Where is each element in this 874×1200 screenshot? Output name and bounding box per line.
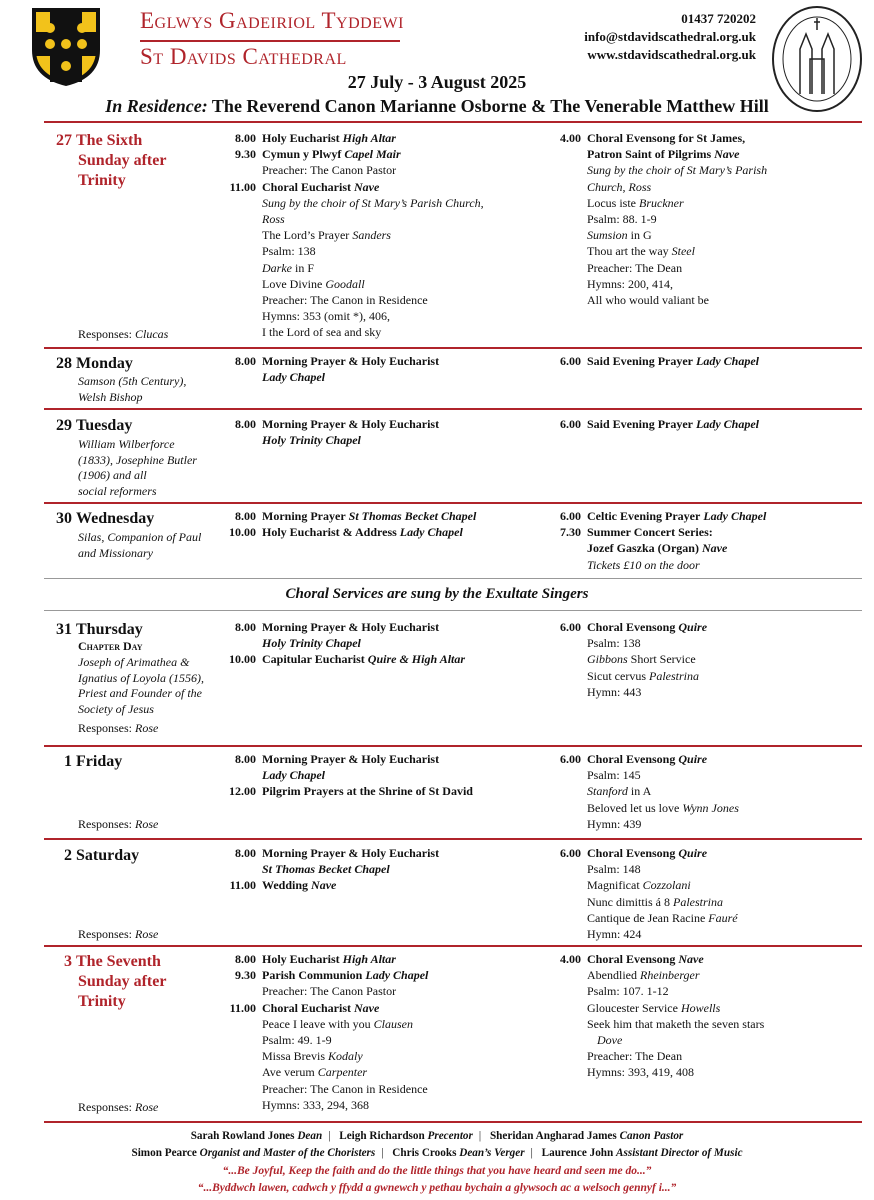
divider <box>44 610 862 611</box>
staff-line-1: Sarah Rowland Jones Dean | Leigh Richardson Precentor | Sheridan Angharad James Canon Pastor <box>190 1130 684 1142</box>
title-divider <box>140 40 400 42</box>
day-31-morning: 8.00 Morning Prayer & Holy Eucharist Holy Trinity Chapel 10.00 Capitular Eucharist Quire & High Altar <box>229 620 466 667</box>
responses-1: Responses: Rose <box>78 817 159 831</box>
day-30: 30 Wednesday <box>56 510 155 527</box>
responses-3: Responses: Rose <box>78 1100 159 1114</box>
staff-line-2: Simon Pearce Organist and Master of the Choristers | Chris Crooks Dean’s Verger | Laurence John Assistant Director of Music <box>131 1147 743 1159</box>
day-3-evening: 4.00 Choral Evensong Nave Abendlied Rheinberger Psalm: 107. 1-12 Gloucester Service Howells Seek him that maketh the seven stars Dove Preacher: The Dean Hymns: 393, 419, 408 <box>560 952 765 1080</box>
day-28-evening: 6.00 Said Evening Prayer Lady Chapel <box>560 354 760 368</box>
divider <box>44 408 862 410</box>
title-welsh: Eglwys Gadeiriol Tyddewi <box>140 8 404 33</box>
quote-english: “...Be Joyful, Keep the faith and do the little things that you have heard and seen me do...” <box>222 1165 652 1177</box>
day-3-morning: 8.00 Holy Eucharist High Altar 9.30 Parish Communion Lady Chapel Preacher: The Canon Pastor 11.00 Choral Eucharist Nave Peace I leave with you Clausen Psalm: 49. 1-9 Missa Brevis Kodaly Ave verum Carpenter Preacher: The Canon in Residence Hymns: 333, 294, 368 <box>229 952 429 1112</box>
day-31: 31 Thursday <box>56 621 143 638</box>
in-residence <box>0 96 874 117</box>
divider <box>44 1121 862 1123</box>
day-3: 3 The Seventh Sunday after Trinity <box>64 953 167 1010</box>
day-2: 2 Saturday <box>64 847 140 864</box>
day-27: 27 The Sixth Sunday after Trinity <box>56 132 167 189</box>
divider <box>44 121 862 123</box>
day-30-evening: 6.00 Celtic Evening Prayer Lady Chapel 7.30 Summer Concert Series: Jozef Gaszka (Organ) Nave Tickets £10 on the door <box>560 509 767 572</box>
day-27-morning: 8.00 Holy Eucharist High Altar 9.30 Cymun y Plwyf Capel Mair Preacher: The Canon Pastor 11.00 Choral Eucharist Nave Sung by the choir of St Mary’s Parish Church, Ross The Lord’s Prayer Sanders Psalm: 138 Darke in F Love Divine Goodall Preacher: The Canon in Residence Hymns: 353 (omit *), 406, I the Lord of sea and sky <box>229 131 484 340</box>
day-29: 29 Tuesday <box>56 417 133 434</box>
divider <box>44 838 862 840</box>
quote-welsh: “...Byddwch lawen, cadwch y ffydd a gwnewch y pethau bychain a glywsoch ac a welsoch gennyf i...” <box>197 1182 677 1194</box>
day-29-evening: 6.00 Said Evening Prayer Lady Chapel <box>560 417 760 431</box>
divider <box>44 502 862 504</box>
title-english: St Davids Cathedral <box>140 44 347 69</box>
residence-names: The Reverend Canon Marianne Osborne & The Venerable Matthew Hill <box>211 96 769 116</box>
choral-note: Choral Services are sung by the Exultate Singers <box>285 586 589 602</box>
day-29-morning: 8.00 Morning Prayer & Holy Eucharist Holy Trinity Chapel <box>235 417 440 448</box>
responses-27: Responses: Clucas <box>78 327 169 341</box>
day-30-commemoration: Silas, Companion of Paul and Missionary <box>78 530 202 560</box>
day-27-evening: 4.00 Choral Evensong for St James, Patron Saint of Pilgrims Nave Sung by the choir of St Mary’s Parish Church, Ross Locus iste Bruckner Psalm: 88. 1-9 Sumsion in G Thou art the way Steel Preacher: The Dean Hymns: 200, 414, All who would valiant be <box>560 131 768 308</box>
date-range: 27 July - 3 August 2025 <box>347 72 527 92</box>
contact-phone: 01437 720202 <box>681 11 756 26</box>
responses-31: Responses: Rose <box>78 721 159 735</box>
responses-2: Responses: Rose <box>78 927 159 941</box>
day-31-evening: 6.00 Choral Evensong Quire Psalm: 138 Gibbons Short Service Sicut cervus Palestrina Hymn: 443 <box>560 620 708 699</box>
contact-website[interactable]: www.stdavidscathedral.org.uk <box>587 47 756 62</box>
day-28-commemoration: Samson (5th Century), Welsh Bishop <box>78 374 187 404</box>
day-2-evening: 6.00 Choral Evensong Quire Psalm: 148 Magnificat Cozzolani Nunc dimittis á 8 Palestrina Cantique de Jean Racine Fauré Hymn: 424 <box>560 846 738 942</box>
contact-email[interactable]: info@stdavidscathedral.org.uk <box>584 29 756 44</box>
day-30-morning: 8.00 Morning Prayer St Thomas Becket Chapel 10.00 Holy Eucharist & Address Lady Chapel <box>229 509 477 540</box>
residence-label: In Residence: <box>105 96 208 116</box>
day-1: 1 Friday <box>64 753 123 770</box>
day-29-commemoration: William Wilberforce (1833), Josephine Butler (1906) and all social reformers <box>78 437 197 498</box>
day-31-commemoration: Joseph of Arimathea & Ignatius of Loyola (1556), Priest and Founder of the Society of Jesus <box>78 655 204 716</box>
day-1-morning: 8.00 Morning Prayer & Holy Eucharist Lady Chapel 12.00 Pilgrim Prayers at the Shrine of St David <box>229 752 473 799</box>
day-28-morning: 8.00 Morning Prayer & Holy Eucharist Lady Chapel <box>235 354 440 385</box>
day-28: 28 Monday <box>56 355 133 372</box>
divider <box>44 945 862 947</box>
day-1-evening: 6.00 Choral Evensong Quire Psalm: 145 Stanford in A Beloved let us love Wynn Jones Hymn: 439 <box>560 752 739 831</box>
divider <box>44 745 862 747</box>
chapter-day-label: Chapter Day <box>78 639 143 653</box>
divider <box>44 578 862 579</box>
divider <box>44 347 862 349</box>
day-2-morning: 8.00 Morning Prayer & Holy Eucharist St Thomas Becket Chapel 11.00 Wedding Nave <box>229 846 440 893</box>
